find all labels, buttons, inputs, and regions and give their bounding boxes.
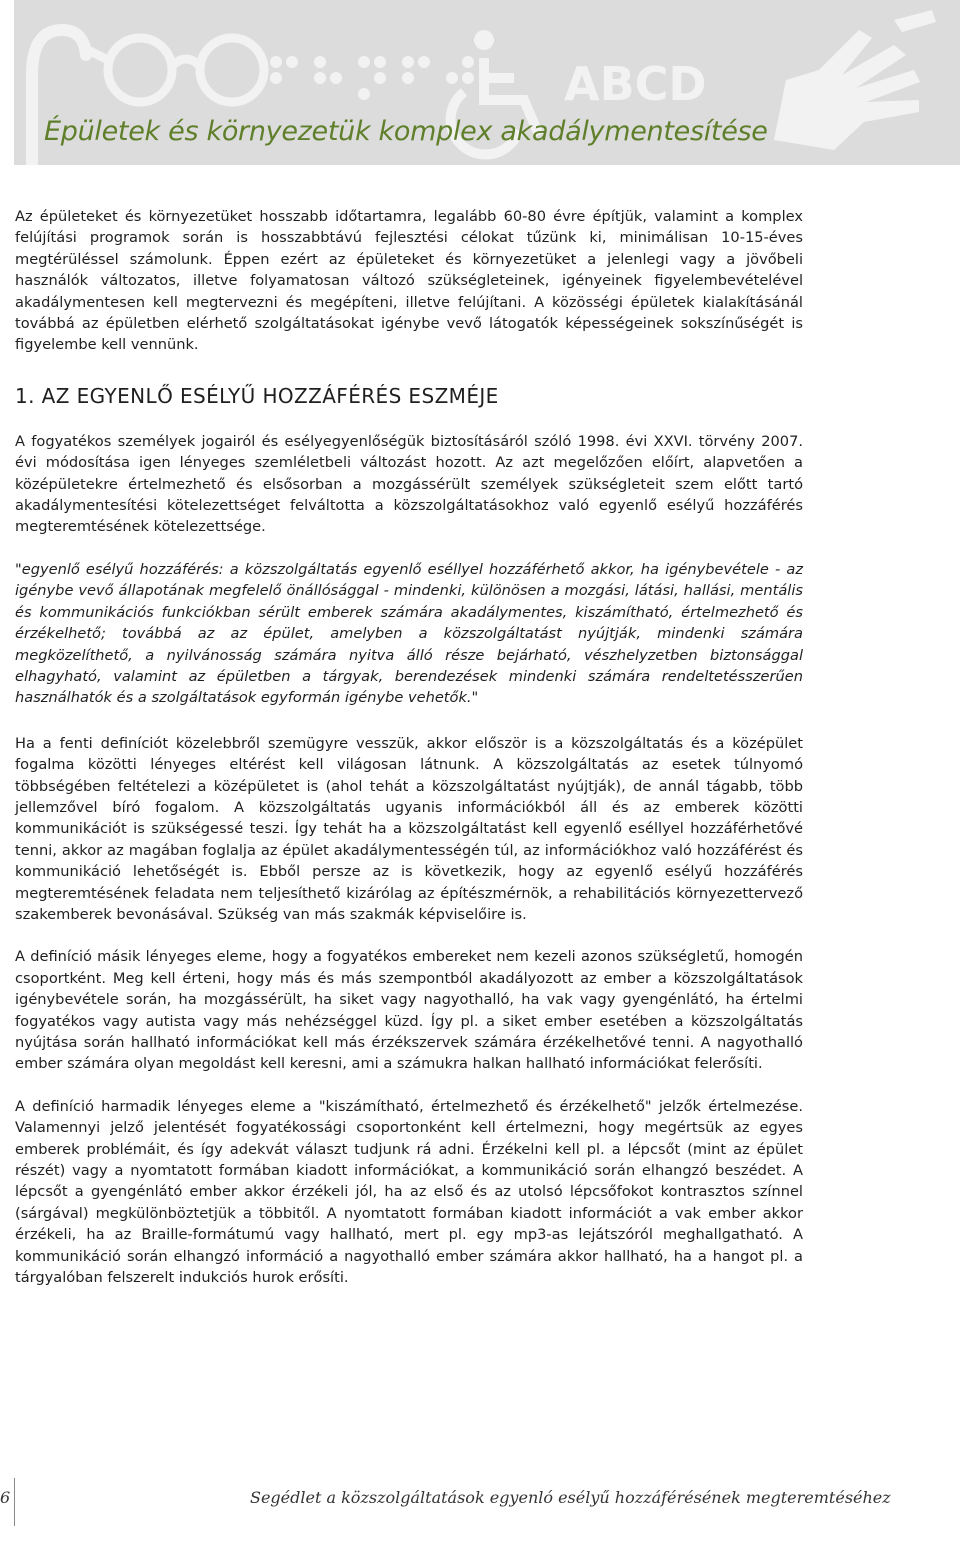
glasses-icon bbox=[84, 38, 264, 102]
running-footer: Segédlet a közszolgáltatások egyenló esélyű hozzáférésének megteremtéséhez bbox=[250, 1488, 891, 1507]
page-number: 6 bbox=[0, 1488, 11, 1507]
footer-divider bbox=[14, 1478, 15, 1526]
body-paragraph: A definíció harmadik lényeges eleme a "kiszámítható, értelmezhető és érzékelhető" jelzők értelmezése. Valamennyi jelző jelentését fogyatékossági csoportonként kell értelmezni, hogy megértsük az egyes emberek problémáit, és így adekvát választ tudjunk rá adni. Érzékelni kell pl. a lépcsőt (mint az épület részét) vagy a nyomtatott formában kiadott információkat, a kommunikáció során elhangzó beszédet. A lépcsőt a gyengénlátó ember akkor érzékeli jól, ha az első és az utolsó lépcsőfokot kontrasztos színnel (sárgával) megkülönböztetjük a többitől. A nyomtatott formában kiadott információt a vak ember akkor érzékeli, ha az Braille-formátumú vagy hallható, mert pl. egy mp3-as lejátszóról meghallgatható. A kommunikáció során elhangzó információ a nagyothalló ember számára akkor hallható, ha a hangot pl. a tárgyalóban felszerelt indukciós hurok erősíti. bbox=[15, 1097, 803, 1287]
intro-paragraph: Az épületeket és környezetüket hosszabb időtartamra, legalább 60-80 évre építjük, valamint a komplex felújítási programok során is hosszabbtávú fejlesztési célokat tűzünk ki, minimálisan 10-15-éves megtérüléssel számolunk. Éppen ezért az épületeket és környezetüket a jelenlegi vagy a jövőbeli használók változatos, illetve folyamatosan változó szükségleteinek, igényeinek figyelembevételével akadálymentesen kell megtervezni és megépíteni, illetve felújítani. A közösségi épületek kialakításánál továbbá az épületben elérhető szolgáltatásokat igénybe vevő látogatók képességeinek sokszínűségét is figyelembe kell vennünk. bbox=[15, 208, 803, 354]
body-paragraph: A definíció másik lényeges eleme, hogy a fogyatékos embereket nem kezeli azonos szükségletű, homogén csoportként. Meg kell érteni, hogy más és más szempontból akadályozott az ember a közszolgáltatások igénybevétele során, ha mozgássérült, ha siket vagy nagyothalló, ha vak vagy gyengénlátó, ha értelmi fogyatékos vagy autista vagy más nehézséggel küzd. Így pl. a siket ember esetében a közszolgáltatás nyújtása során hallható információkat kell más érzékszervek számára érzékelhetővé tenni. A nagyothalló ember számára olyan megoldást kell keresni, ami a számukra halkan hallható információkat felerősíti. bbox=[15, 948, 803, 1073]
braille-dots-icon bbox=[270, 56, 474, 100]
body-paragraph: A fogyatékos személyek jogairól és esélyegyenlőségük biztosításáról szóló 1998. évi XXVI. törvény 2007. évi módosítása igen lényeges szemléletbeli változást hozott. Az azt megelőzően előírt, alapvetően a középületekre értelmezhető és elsősorban a mozgássérült személyek szükségleteit szem előtt tartó akadálymentesítési kötelezettséget felváltotta a közszolgáltatásokhoz való egyenlő esélyű hozzáférés megteremtésének kötelezettsége. bbox=[15, 432, 803, 536]
body-paragraph: Ha a fenti definíciót közelebbről szemügyre vesszük, akkor először is a közszolgáltatás és a középület fogalma közötti lényeges eltérést kell világosan látnunk. A közszolgáltatás az esetek túlnyomó többségében feltételezi a középületet is (ahol tehát a közszolgáltatást nyújtják), de annál tágabb, több jellemzővel bíró fogalom. A közszolgáltatás ugyanis információkból áll és az emberek közötti kommunikációt is szükségessé teszi. Így tehát ha a közszolgáltatást kell egyenlő eséllyel hozzáférhetővé tenni, akkor az magában foglalja az épület akadálymentességén túl, az információkhoz való hozzáférést és kommunikáció lehetőségét is. Ebből persze az is következik, hogy az egyenlő esélyű hozzáférés megteremtésének feladata nem teljesíthető kizárólag az építészmérnök, a rehabilitációs környezettervező szakemberek bevonásával. Szükség van más szakmák képviselőire is. bbox=[15, 734, 803, 923]
definition-quote: "egyenlő esélyű hozzáférés: a közszolgáltatás egyenlő eséllyel hozzáférhető akkor, ha igénybevétele - az igénybe vevő állapotának megfelelő önállósággal - mindenki, különösen a mozgási, látási, hallási, mentális és kommunikációs funkciókban sérült emberek számára akadálymentes, kiszámítható, értelmezhető és érzékelhető; továbbá az az épület, amelyben a közszolgáltatást nyújtják, mindenki számára megközelíthető, a nyilvánosság számára nyitva álló része bejárható, vészhelyzetben biztonsággal elhagyható, valamint az épületben a tárgyak, berendezések mindenki számára rendeltetésszerűen használhatók és a szolgáltatások egyformán igénybe vehetők." bbox=[15, 560, 803, 707]
sign-language-hand-icon bbox=[774, 10, 936, 150]
section-heading: 1. AZ EGYENLŐ ESÉLYŰ HOZZÁFÉRÉS ESZMÉJE bbox=[15, 383, 499, 408]
header-banner bbox=[14, 0, 960, 165]
page-title: Épületek és környezetük komplex akadálymentesítése bbox=[44, 116, 768, 147]
letters-abcd-icon: ABCD bbox=[564, 57, 707, 111]
document-body bbox=[15, 206, 803, 1309]
